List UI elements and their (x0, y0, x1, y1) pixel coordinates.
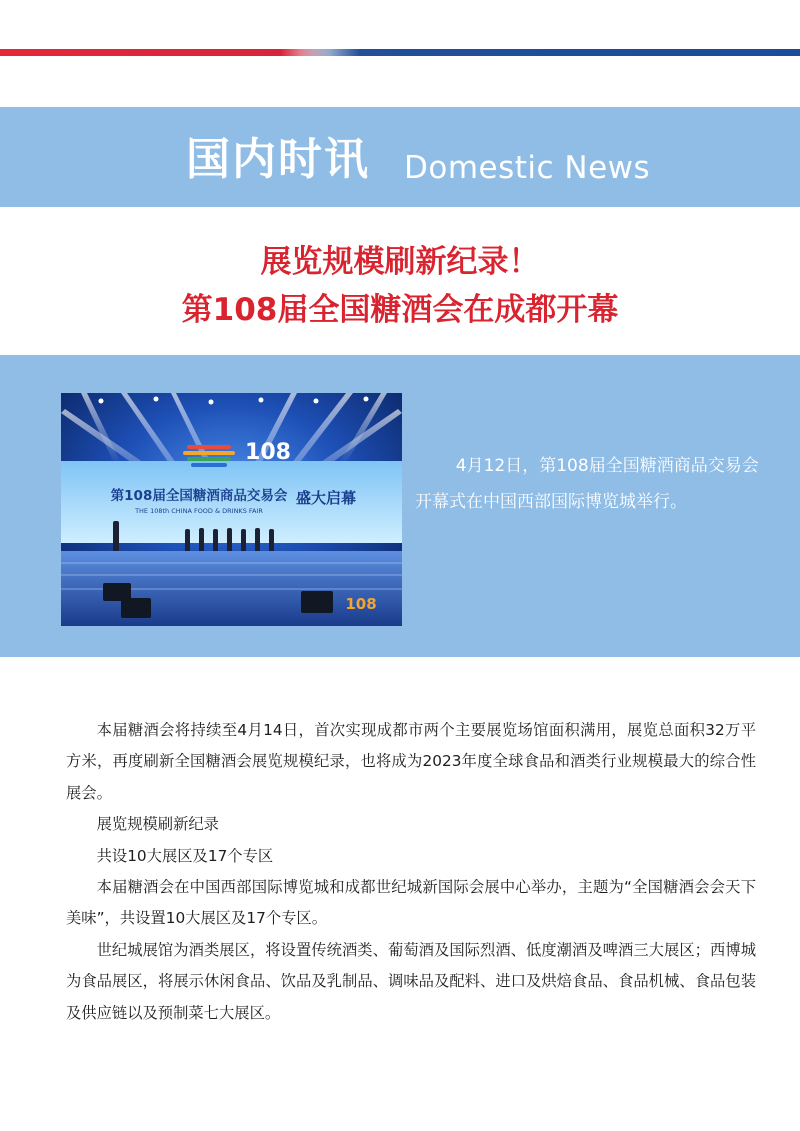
paragraph-3-subheading: 共设10大展区及17个专区 (96, 846, 274, 865)
section-title-cn: 国内时讯 (186, 134, 370, 185)
floor-logo-number: 108 (345, 595, 377, 613)
opening-ceremony-photo (61, 393, 402, 626)
section-title-en: Domestic News (404, 150, 651, 186)
headline-line-2: 第108届全国糖酒会在成都开幕 (181, 292, 619, 328)
screen-title-en: THE 108th CHINA FOOD & DRINKS FAIR (135, 507, 263, 515)
screen-slogan: 盛大启幕 (295, 489, 357, 507)
paragraph-2-subheading: 展览规模刷新纪录 (96, 815, 219, 834)
headline-line-1: 展览规模刷新纪录！ (260, 244, 540, 280)
paragraph-4: 本届糖酒会在中国西部国际博览城和成都世纪城新国际会展中心举办，主题为“全国糖酒会会天下美味”，共设置10大展区及17个专区。 (66, 878, 756, 928)
article-body (66, 715, 756, 1029)
screen-title-cn: 第108届全国糖酒商品交易会 (110, 488, 288, 504)
section-banner (0, 107, 800, 207)
paragraph-5: 世纪城展馆为酒类展区，将设置传统酒类、葡萄酒及国际烈酒、低度潮酒及啤酒三大展区；西博城为食品展区，将展示休闲食品、饮品及乳制品、调味品及配料、进口及烘焙食品、食品机械、食品包装及供应链以及预制菜七大展区。 (66, 940, 756, 1022)
top-rule-red-segment (0, 49, 330, 56)
paragraph-1: 本届糖酒会将持续至4月14日，首次实现成都市两个主要展览场馆面积满用，展览总面积32万平方米，再度刷新全国糖酒会展览规模纪录，也将成为2023年度全球食品和酒类行业规模最大的综合性展会。 (66, 721, 756, 802)
photo-caption: 4月12日，第108届全国糖酒商品交易会开幕式在中国西部国际博览城举行。 (415, 456, 759, 512)
screen-logo-number: 108 (245, 440, 291, 465)
top-rule-blue-segment (300, 49, 800, 56)
top-color-rule (0, 49, 800, 56)
